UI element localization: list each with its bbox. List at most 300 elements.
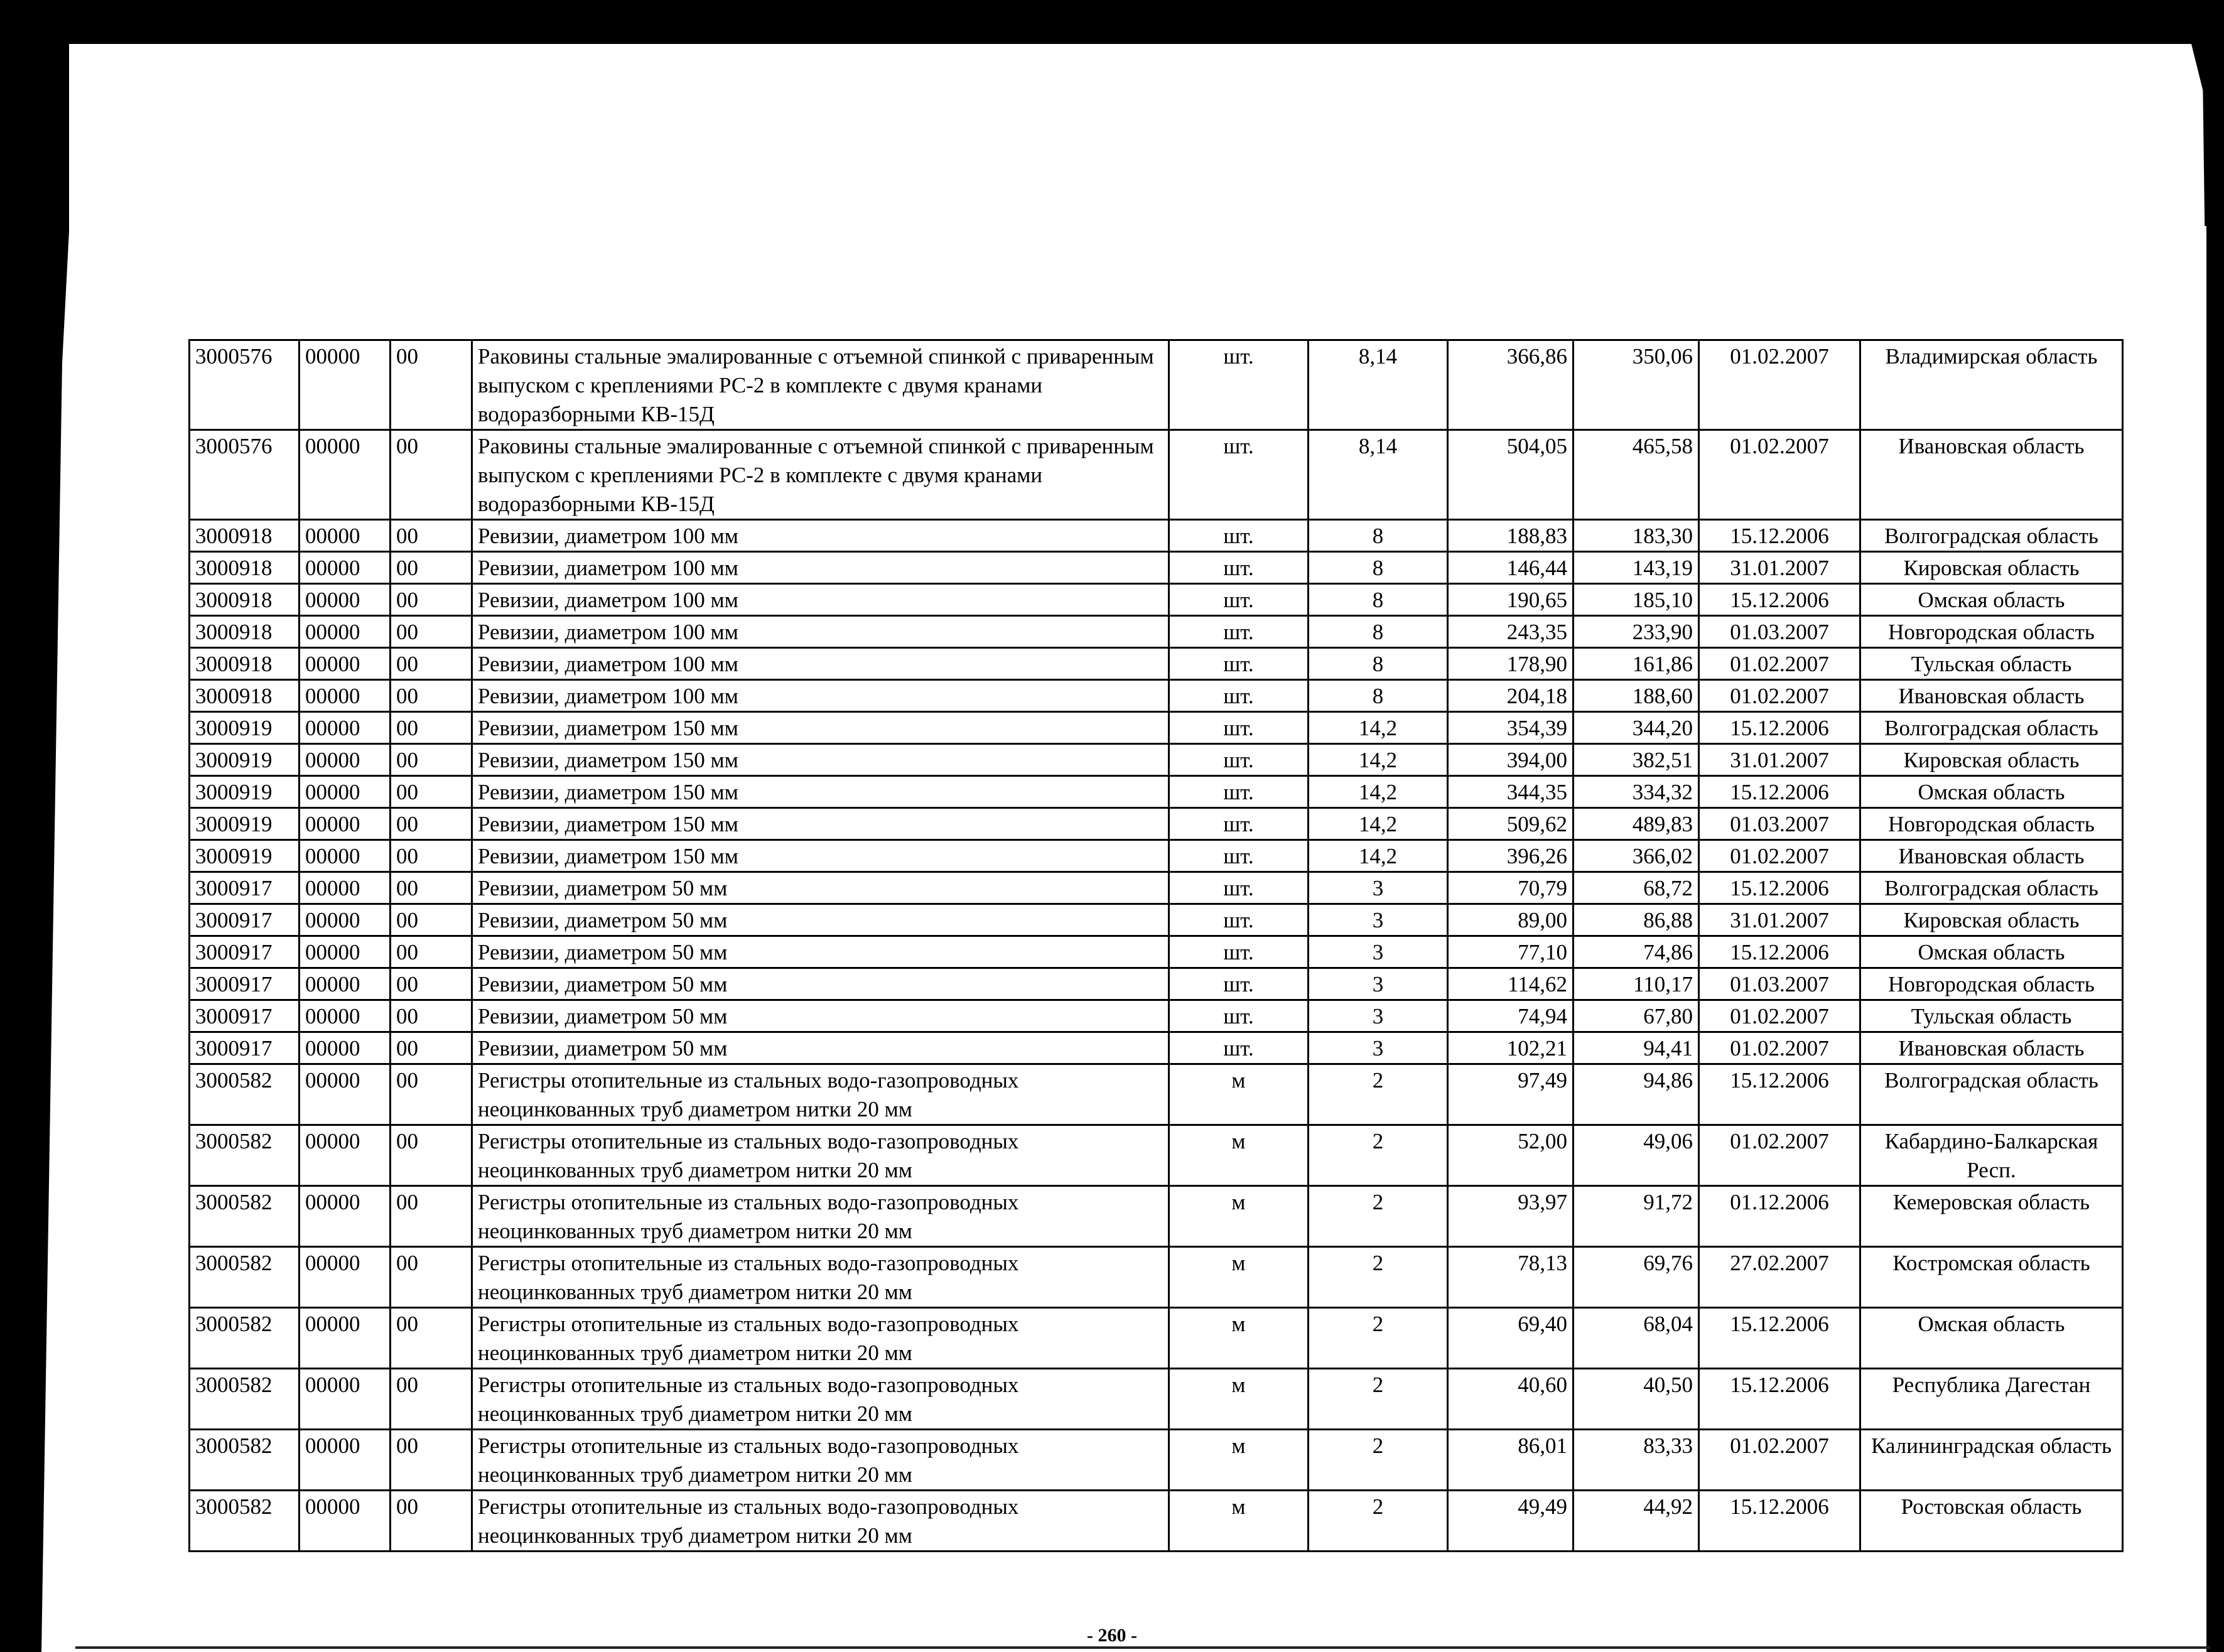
cell-sub: 00000 (300, 1369, 391, 1430)
cell-region: Волгоградская область (1860, 712, 2123, 744)
cell-price1: 49,49 (1448, 1491, 1574, 1552)
table-row (190, 552, 2123, 584)
price-table (188, 339, 2124, 1552)
cell-unit: шт. (1169, 1032, 1309, 1064)
cell-sub2: 00 (391, 808, 472, 840)
cell-sub: 00000 (300, 712, 391, 744)
cell-unit: м (1169, 1064, 1309, 1125)
cell-sub: 00000 (300, 1125, 391, 1186)
table-row (190, 1369, 2123, 1430)
table-row (190, 1308, 2123, 1369)
cell-date: 01.02.2007 (1699, 1032, 1860, 1064)
cell-region: Владимирская область (1860, 340, 2123, 430)
cell-price1: 70,79 (1448, 872, 1574, 904)
cell-name: Регистры отопительные из стальных водо-газопроводных неоцинкованных труб диаметром нитки 20 мм (472, 1369, 1169, 1430)
cell-unit: шт. (1169, 340, 1309, 430)
cell-sub2: 00 (391, 648, 472, 680)
cell-name: Ревизии, диаметром 100 мм (472, 520, 1169, 552)
cell-sub2: 00 (391, 840, 472, 872)
cell-sub2: 00 (391, 1032, 472, 1064)
cell-code: 3000582 (190, 1247, 300, 1308)
cell-name: Ревизии, диаметром 50 мм (472, 968, 1169, 1000)
cell-sub2: 00 (391, 712, 472, 744)
cell-unit: м (1169, 1308, 1309, 1369)
cell-sub2: 00 (391, 872, 472, 904)
cell-date: 01.03.2007 (1699, 808, 1860, 840)
cell-code: 3000917 (190, 968, 300, 1000)
cell-price2: 94,41 (1574, 1032, 1699, 1064)
cell-sub2: 00 (391, 904, 472, 936)
cell-region: Кемеровская область (1860, 1186, 2123, 1247)
cell-date: 01.02.2007 (1699, 430, 1860, 520)
cell-code: 3000917 (190, 936, 300, 968)
cell-unit: м (1169, 1125, 1309, 1186)
cell-price1: 114,62 (1448, 968, 1574, 1000)
cell-price2: 185,10 (1574, 584, 1699, 616)
cell-region: Ивановская область (1860, 840, 2123, 872)
cell-weight: 8 (1309, 520, 1448, 552)
cell-sub: 00000 (300, 1491, 391, 1552)
cell-unit: шт. (1169, 712, 1309, 744)
cell-region: Новгородская область (1860, 808, 2123, 840)
cell-region: Новгородская область (1860, 616, 2123, 648)
cell-code: 3000917 (190, 1032, 300, 1064)
cell-sub2: 00 (391, 1064, 472, 1125)
cell-code: 3000582 (190, 1369, 300, 1430)
cell-region: Ростовская область (1860, 1491, 2123, 1552)
cell-unit: м (1169, 1247, 1309, 1308)
cell-date: 01.12.2006 (1699, 1186, 1860, 1247)
cell-price1: 344,35 (1448, 776, 1574, 808)
cell-sub2: 00 (391, 776, 472, 808)
cell-code: 3000919 (190, 808, 300, 840)
table-row (190, 744, 2123, 776)
cell-sub: 00000 (300, 552, 391, 584)
cell-price2: 233,90 (1574, 616, 1699, 648)
cell-price2: 67,80 (1574, 1000, 1699, 1032)
cell-weight: 14,2 (1309, 776, 1448, 808)
cell-code: 3000918 (190, 552, 300, 584)
cell-sub2: 00 (391, 520, 472, 552)
cell-price2: 40,50 (1574, 1369, 1699, 1430)
table-row (190, 1125, 2123, 1186)
table-row (190, 936, 2123, 968)
cell-date: 15.12.2006 (1699, 520, 1860, 552)
cell-price2: 86,88 (1574, 904, 1699, 936)
cell-code: 3000917 (190, 904, 300, 936)
cell-weight: 2 (1309, 1430, 1448, 1491)
cell-unit: шт. (1169, 776, 1309, 808)
cell-weight: 3 (1309, 872, 1448, 904)
cell-code: 3000918 (190, 616, 300, 648)
cell-name: Ревизии, диаметром 50 мм (472, 872, 1169, 904)
cell-price1: 40,60 (1448, 1369, 1574, 1430)
cell-region: Тульская область (1860, 1000, 2123, 1032)
cell-weight: 14,2 (1309, 712, 1448, 744)
cell-name: Ревизии, диаметром 150 мм (472, 840, 1169, 872)
cell-code: 3000582 (190, 1186, 300, 1247)
cell-name: Ревизии, диаметром 100 мм (472, 552, 1169, 584)
cell-sub2: 00 (391, 744, 472, 776)
cell-name: Ревизии, диаметром 100 мм (472, 584, 1169, 616)
cell-weight: 3 (1309, 1000, 1448, 1032)
cell-price2: 44,92 (1574, 1491, 1699, 1552)
cell-date: 15.12.2006 (1699, 1491, 1860, 1552)
cell-code: 3000582 (190, 1064, 300, 1125)
table-row (190, 872, 2123, 904)
cell-price1: 509,62 (1448, 808, 1574, 840)
cell-unit: м (1169, 1369, 1309, 1430)
table-row (190, 430, 2123, 520)
cell-name: Регистры отопительные из стальных водо-газопроводных неоцинкованных труб диаметром нитки 20 мм (472, 1491, 1169, 1552)
cell-price1: 188,83 (1448, 520, 1574, 552)
cell-unit: шт. (1169, 840, 1309, 872)
cell-code: 3000919 (190, 712, 300, 744)
cell-weight: 8 (1309, 552, 1448, 584)
cell-name: Ревизии, диаметром 100 мм (472, 616, 1169, 648)
table-row (190, 840, 2123, 872)
table-row (190, 712, 2123, 744)
cell-code: 3000919 (190, 744, 300, 776)
table-row (190, 520, 2123, 552)
cell-region: Кировская область (1860, 904, 2123, 936)
cell-unit: шт. (1169, 872, 1309, 904)
cell-region: Новгородская область (1860, 968, 2123, 1000)
cell-sub: 00000 (300, 1186, 391, 1247)
cell-sub: 00000 (300, 1247, 391, 1308)
cell-unit: шт. (1169, 520, 1309, 552)
cell-code: 3000582 (190, 1491, 300, 1552)
cell-weight: 14,2 (1309, 808, 1448, 840)
cell-price1: 394,00 (1448, 744, 1574, 776)
scan-edge-left (0, 0, 69, 1652)
cell-date: 15.12.2006 (1699, 872, 1860, 904)
cell-region: Кировская область (1860, 744, 2123, 776)
cell-weight: 3 (1309, 1032, 1448, 1064)
cell-sub2: 00 (391, 1000, 472, 1032)
cell-region: Волгоградская область (1860, 872, 2123, 904)
cell-sub: 00000 (300, 584, 391, 616)
cell-price1: 89,00 (1448, 904, 1574, 936)
cell-date: 01.02.2007 (1699, 648, 1860, 680)
cell-price2: 69,76 (1574, 1247, 1699, 1308)
cell-price1: 146,44 (1448, 552, 1574, 584)
cell-code: 3000918 (190, 648, 300, 680)
cell-date: 31.01.2007 (1699, 904, 1860, 936)
cell-price2: 68,72 (1574, 872, 1699, 904)
cell-weight: 3 (1309, 904, 1448, 936)
cell-weight: 2 (1309, 1125, 1448, 1186)
cell-region: Омская область (1860, 1308, 2123, 1369)
table-row (190, 1186, 2123, 1247)
cell-price2: 83,33 (1574, 1430, 1699, 1491)
cell-price1: 52,00 (1448, 1125, 1574, 1186)
cell-price1: 178,90 (1448, 648, 1574, 680)
cell-sub: 00000 (300, 968, 391, 1000)
cell-weight: 8,14 (1309, 340, 1448, 430)
cell-region: Ивановская область (1860, 680, 2123, 712)
cell-region: Калининградская область (1860, 1430, 2123, 1491)
cell-price1: 97,49 (1448, 1064, 1574, 1125)
cell-price2: 94,86 (1574, 1064, 1699, 1125)
cell-date: 31.01.2007 (1699, 744, 1860, 776)
cell-weight: 8 (1309, 648, 1448, 680)
cell-region: Волгоградская область (1860, 520, 2123, 552)
cell-sub2: 00 (391, 552, 472, 584)
cell-weight: 8 (1309, 680, 1448, 712)
cell-date: 15.12.2006 (1699, 1308, 1860, 1369)
cell-price1: 204,18 (1448, 680, 1574, 712)
cell-name: Ревизии, диаметром 150 мм (472, 712, 1169, 744)
table-row (190, 616, 2123, 648)
cell-price2: 49,06 (1574, 1125, 1699, 1186)
cell-unit: шт. (1169, 552, 1309, 584)
table-body (190, 340, 2123, 1552)
cell-weight: 2 (1309, 1491, 1448, 1552)
cell-sub: 00000 (300, 840, 391, 872)
cell-sub: 00000 (300, 808, 391, 840)
cell-name: Регистры отопительные из стальных водо-газопроводных неоцинкованных труб диаметром нитки 20 мм (472, 1430, 1169, 1491)
cell-price2: 91,72 (1574, 1186, 1699, 1247)
cell-price1: 190,65 (1448, 584, 1574, 616)
cell-date: 15.12.2006 (1699, 1064, 1860, 1125)
cell-sub2: 00 (391, 1125, 472, 1186)
cell-sub: 00000 (300, 616, 391, 648)
cell-price1: 93,97 (1448, 1186, 1574, 1247)
cell-sub2: 00 (391, 1186, 472, 1247)
cell-price2: 74,86 (1574, 936, 1699, 968)
cell-weight: 8 (1309, 616, 1448, 648)
cell-sub: 00000 (300, 1430, 391, 1491)
table-row (190, 340, 2123, 430)
cell-price2: 489,83 (1574, 808, 1699, 840)
cell-code: 3000919 (190, 776, 300, 808)
cell-date: 15.12.2006 (1699, 1369, 1860, 1430)
cell-price2: 143,19 (1574, 552, 1699, 584)
cell-name: Ревизии, диаметром 50 мм (472, 1032, 1169, 1064)
cell-weight: 8,14 (1309, 430, 1448, 520)
cell-region: Костромская область (1860, 1247, 2123, 1308)
cell-code: 3000576 (190, 340, 300, 430)
cell-price2: 68,04 (1574, 1308, 1699, 1369)
cell-price1: 354,39 (1448, 712, 1574, 744)
table-row (190, 1032, 2123, 1064)
cell-sub: 00000 (300, 936, 391, 968)
cell-date: 01.02.2007 (1699, 340, 1860, 430)
cell-price1: 366,86 (1448, 340, 1574, 430)
cell-unit: шт. (1169, 904, 1309, 936)
cell-sub2: 00 (391, 1308, 472, 1369)
cell-price1: 504,05 (1448, 430, 1574, 520)
cell-code: 3000918 (190, 520, 300, 552)
cell-sub2: 00 (391, 1430, 472, 1491)
cell-region: Омская область (1860, 776, 2123, 808)
cell-date: 01.03.2007 (1699, 968, 1860, 1000)
cell-price2: 188,60 (1574, 680, 1699, 712)
cell-code: 3000917 (190, 872, 300, 904)
cell-date: 15.12.2006 (1699, 584, 1860, 616)
cell-name: Ревизии, диаметром 50 мм (472, 936, 1169, 968)
cell-code: 3000582 (190, 1125, 300, 1186)
cell-unit: м (1169, 1491, 1309, 1552)
cell-sub: 00000 (300, 1064, 391, 1125)
cell-unit: шт. (1169, 584, 1309, 616)
cell-name: Ревизии, диаметром 150 мм (472, 744, 1169, 776)
cell-price1: 243,35 (1448, 616, 1574, 648)
cell-region: Ивановская область (1860, 1032, 2123, 1064)
cell-sub: 00000 (300, 1000, 391, 1032)
cell-region: Кабардино-Балкарская Респ. (1860, 1125, 2123, 1186)
cell-unit: шт. (1169, 616, 1309, 648)
cell-sub2: 00 (391, 1247, 472, 1308)
cell-name: Раковины стальные эмалированные с отъемной спинкой с приваренным выпуском с креплениями РС-2 в комплекте с двумя кранами водоразборными КВ-15Д (472, 430, 1169, 520)
cell-weight: 3 (1309, 968, 1448, 1000)
cell-price1: 102,21 (1448, 1032, 1574, 1064)
cell-unit: шт. (1169, 968, 1309, 1000)
cell-code: 3000576 (190, 430, 300, 520)
cell-unit: шт. (1169, 648, 1309, 680)
cell-name: Регистры отопительные из стальных водо-газопроводных неоцинкованных труб диаметром нитки 20 мм (472, 1064, 1169, 1125)
cell-weight: 2 (1309, 1369, 1448, 1430)
cell-name: Регистры отопительные из стальных водо-газопроводных неоцинкованных труб диаметром нитки 20 мм (472, 1186, 1169, 1247)
cell-region: Омская область (1860, 936, 2123, 968)
table-row (190, 648, 2123, 680)
cell-sub: 00000 (300, 904, 391, 936)
cell-code: 3000917 (190, 1000, 300, 1032)
cell-weight: 8 (1309, 584, 1448, 616)
cell-price2: 334,32 (1574, 776, 1699, 808)
table-row (190, 1491, 2123, 1552)
cell-price2: 350,06 (1574, 340, 1699, 430)
cell-price2: 344,20 (1574, 712, 1699, 744)
cell-price2: 110,17 (1574, 968, 1699, 1000)
cell-name: Регистры отопительные из стальных водо-газопроводных неоцинкованных труб диаметром нитки 20 мм (472, 1125, 1169, 1186)
cell-sub2: 00 (391, 430, 472, 520)
cell-region: Республика Дагестан (1860, 1369, 2123, 1430)
cell-price1: 396,26 (1448, 840, 1574, 872)
cell-price2: 183,30 (1574, 520, 1699, 552)
cell-sub2: 00 (391, 584, 472, 616)
cell-date: 01.02.2007 (1699, 1125, 1860, 1186)
cell-name: Ревизии, диаметром 100 мм (472, 648, 1169, 680)
cell-date: 27.02.2007 (1699, 1247, 1860, 1308)
table-row (190, 968, 2123, 1000)
cell-weight: 3 (1309, 936, 1448, 968)
cell-weight: 2 (1309, 1308, 1448, 1369)
cell-unit: м (1169, 1186, 1309, 1247)
table-row (190, 808, 2123, 840)
cell-sub: 00000 (300, 680, 391, 712)
cell-name: Ревизии, диаметром 100 мм (472, 680, 1169, 712)
cell-region: Тульская область (1860, 648, 2123, 680)
cell-sub: 00000 (300, 520, 391, 552)
cell-weight: 2 (1309, 1186, 1448, 1247)
table-row (190, 1000, 2123, 1032)
cell-name: Ревизии, диаметром 50 мм (472, 1000, 1169, 1032)
cell-date: 01.03.2007 (1699, 616, 1860, 648)
cell-name: Ревизии, диаметром 150 мм (472, 808, 1169, 840)
cell-date: 15.12.2006 (1699, 712, 1860, 744)
cell-sub: 00000 (300, 872, 391, 904)
cell-sub2: 00 (391, 616, 472, 648)
cell-date: 01.02.2007 (1699, 680, 1860, 712)
cell-unit: шт. (1169, 936, 1309, 968)
cell-unit: м (1169, 1430, 1309, 1491)
cell-price2: 366,02 (1574, 840, 1699, 872)
cell-sub: 00000 (300, 776, 391, 808)
cell-code: 3000582 (190, 1430, 300, 1491)
table-row (190, 1064, 2123, 1125)
cell-code: 3000919 (190, 840, 300, 872)
cell-sub2: 00 (391, 1491, 472, 1552)
cell-code: 3000918 (190, 680, 300, 712)
cell-sub: 00000 (300, 1308, 391, 1369)
cell-price1: 77,10 (1448, 936, 1574, 968)
table-row (190, 776, 2123, 808)
cell-region: Ивановская область (1860, 430, 2123, 520)
cell-price2: 161,86 (1574, 648, 1699, 680)
table-row (190, 1430, 2123, 1491)
scan-edge-right (2206, 0, 2224, 1652)
cell-unit: шт. (1169, 430, 1309, 520)
table-row (190, 680, 2123, 712)
table-row (190, 1247, 2123, 1308)
cell-sub: 00000 (300, 1032, 391, 1064)
scan-border-top (0, 0, 2224, 44)
cell-price2: 382,51 (1574, 744, 1699, 776)
cell-price1: 69,40 (1448, 1308, 1574, 1369)
cell-price1: 86,01 (1448, 1430, 1574, 1491)
cell-sub2: 00 (391, 1369, 472, 1430)
cell-unit: шт. (1169, 744, 1309, 776)
cell-price1: 74,94 (1448, 1000, 1574, 1032)
cell-unit: шт. (1169, 1000, 1309, 1032)
cell-sub: 00000 (300, 340, 391, 430)
cell-weight: 14,2 (1309, 840, 1448, 872)
cell-weight: 14,2 (1309, 744, 1448, 776)
cell-sub: 00000 (300, 744, 391, 776)
cell-sub2: 00 (391, 968, 472, 1000)
table-row (190, 904, 2123, 936)
cell-date: 15.12.2006 (1699, 936, 1860, 968)
cell-weight: 2 (1309, 1064, 1448, 1125)
cell-sub: 00000 (300, 648, 391, 680)
cell-weight: 2 (1309, 1247, 1448, 1308)
page-number: - 260 - (1087, 1625, 1137, 1646)
cell-region: Кировская область (1860, 552, 2123, 584)
cell-date: 01.02.2007 (1699, 840, 1860, 872)
cell-sub2: 00 (391, 340, 472, 430)
cell-code: 3000918 (190, 584, 300, 616)
cell-date: 31.01.2007 (1699, 552, 1860, 584)
cell-name: Регистры отопительные из стальных водо-газопроводных неоцинкованных труб диаметром нитки 20 мм (472, 1308, 1169, 1369)
scan-bottom-line (75, 1646, 2210, 1649)
cell-price1: 78,13 (1448, 1247, 1574, 1308)
cell-price2: 465,58 (1574, 430, 1699, 520)
cell-region: Омская область (1860, 584, 2123, 616)
cell-code: 3000582 (190, 1308, 300, 1369)
cell-sub2: 00 (391, 936, 472, 968)
cell-sub2: 00 (391, 680, 472, 712)
cell-name: Регистры отопительные из стальных водо-газопроводных неоцинкованных труб диаметром нитки 20 мм (472, 1247, 1169, 1308)
cell-date: 01.02.2007 (1699, 1000, 1860, 1032)
cell-name: Ревизии, диаметром 150 мм (472, 776, 1169, 808)
cell-unit: шт. (1169, 808, 1309, 840)
cell-sub: 00000 (300, 430, 391, 520)
cell-region: Волгоградская область (1860, 1064, 2123, 1125)
cell-name: Ревизии, диаметром 50 мм (472, 904, 1169, 936)
cell-unit: шт. (1169, 680, 1309, 712)
